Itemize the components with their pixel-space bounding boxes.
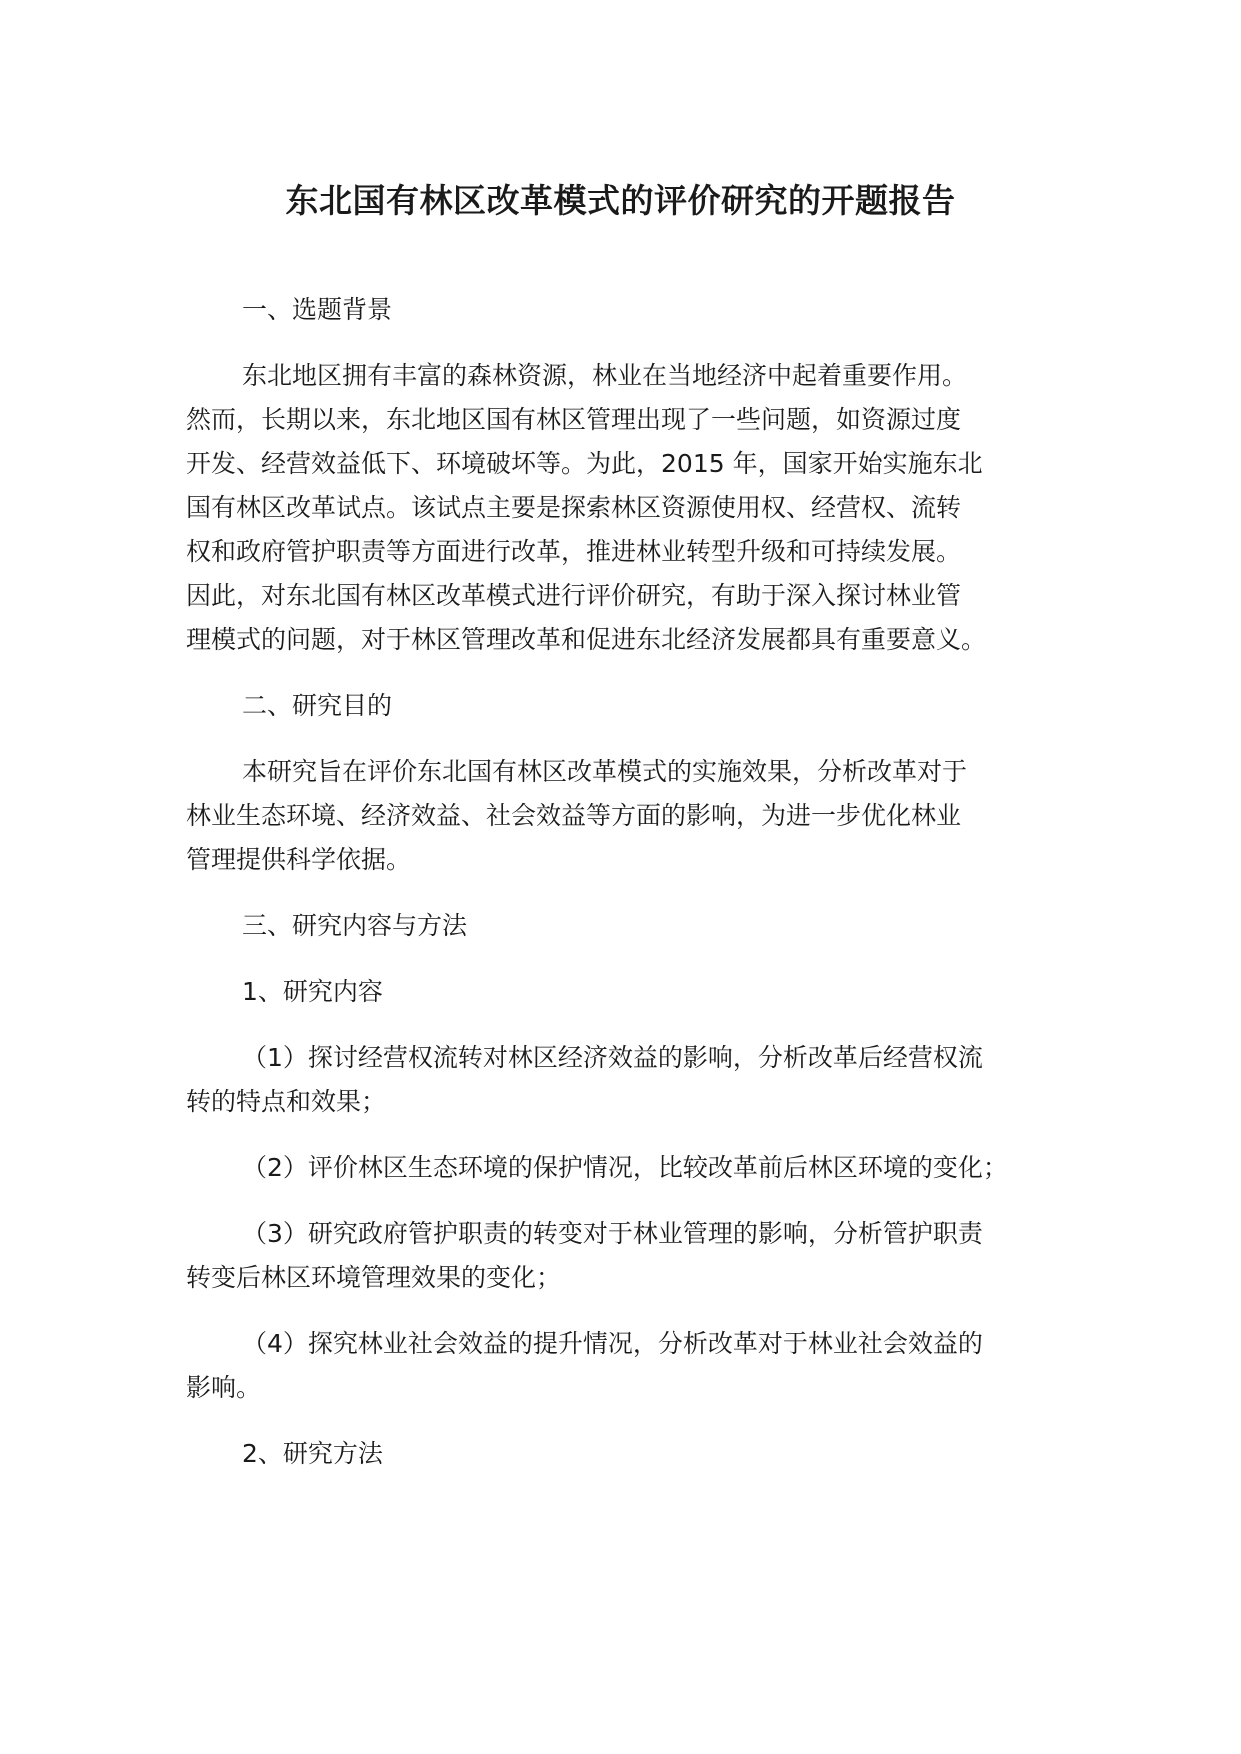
background-paragraph: 东北地区拥有丰富的森林资源，林业在当地经济中起着重要作用。 然而，长期以来，东北地区国有林区管理出现了一些问题，如资源过度 开发、经营效益低下、环境破坏等。为此，2015 年，国家开始实施东北 国有林区改革试点。该试点主要是探索林区资源使用权、经营权、流转 权和政府管护职责等方面进行改革，推进林业转型升级和可持续发展。 因此，对东北国有林区改革模式进行评价研究，有助于深入探讨林业管 理模式的问题，对于林区管理改革和促进东北经济发展都具有重要意义。 [186,361,987,654]
document-body [186,288,1066,1498]
section-heading-content-method: 三、研究内容与方法 [242,911,468,940]
research-content-item: （3）研究政府管护职责的转变对于林业管理的影响，分析管护职责 转变后林区环境管理效果的变化； [186,1219,983,1292]
section-heading-background: 一、选题背景 [242,295,393,324]
subheading-research-content: 1、研究内容 [242,977,383,1006]
document-title: 东北国有林区改革模式的评价研究的开题报告 [285,181,956,220]
purpose-paragraph: 本研究旨在评价东北国有林区改革模式的实施效果，分析改革对于 林业生态环境、经济效益、社会效益等方面的影响，为进一步优化林业 管理提供科学依据。 [186,757,968,874]
research-content-item: （1）探讨经营权流转对林区经济效益的影响，分析改革后经营权流 转的特点和效果； [186,1043,983,1116]
section-heading-purpose: 二、研究目的 [242,691,393,720]
research-content-item: （4）探究林业社会效益的提升情况，分析改革对于林业社会效益的 影响。 [186,1329,983,1402]
research-content-item: （2）评价林区生态环境的保护情况，比较改革前后林区环境的变化； [242,1153,1008,1182]
subheading-research-method: 2、研究方法 [242,1439,383,1468]
